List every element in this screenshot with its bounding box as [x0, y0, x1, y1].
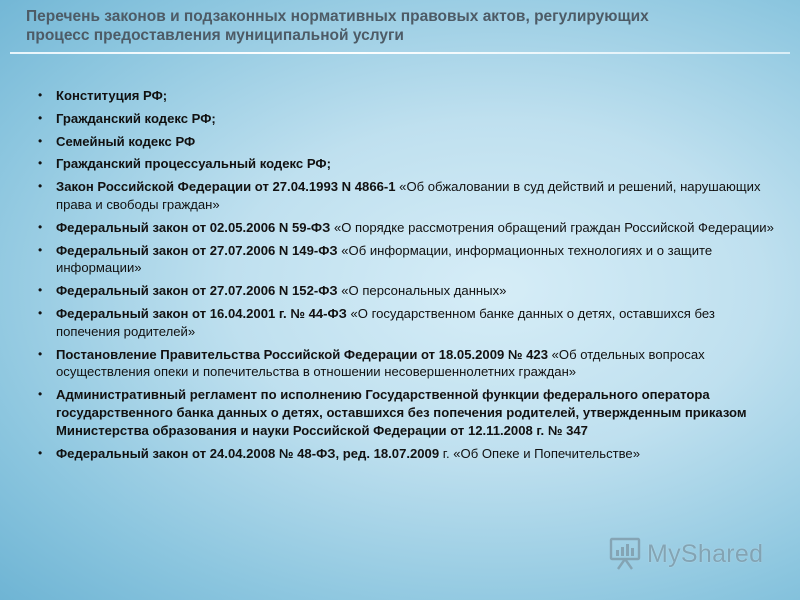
law-item-constitution [38, 87, 778, 105]
law-item-desc: «О государственном банке данных о детях, оставшихся без попечения родителей» [56, 305, 715, 339]
law-item-title: Федеральный закон от 27.07.2006 N 149-ФЗ [56, 242, 338, 258]
law-item-title: Семейный кодекс РФ [56, 133, 196, 149]
bullet-icon: • [38, 133, 43, 148]
title-line-1: Перечень законов и подзаконных нормативных правовых актов, регулирующих [26, 8, 649, 25]
law-item-civil-code [38, 110, 778, 128]
law-item-title: Постановление Правительства Российской Федерации от 18.05.2009 № 423 [56, 346, 548, 362]
law-item-title: Федеральный закон от 24.04.2008 № 48-ФЗ, ред. 18.07.2009 [56, 445, 440, 461]
watermark-text: MyShared [647, 540, 764, 568]
bullet-icon: • [38, 88, 43, 102]
bullet-icon: • [38, 110, 43, 125]
law-item-desc: «Об обжаловании в суд действий и решений, нарушающих права и свободы граждан» [56, 179, 761, 212]
law-item-admin-regulation [38, 386, 778, 439]
bullet-icon: • [38, 445, 43, 460]
law-item-title: Гражданский кодекс РФ; [56, 110, 216, 126]
law-item-title: Гражданский процессуальный кодекс РФ; [56, 156, 331, 172]
law-item-decree-423 [38, 346, 778, 382]
law-item-desc: «О персональных данных» [337, 283, 507, 299]
law-item-44-fz [38, 305, 778, 341]
law-item-59-fz [38, 219, 778, 237]
law-item-title: Федеральный закон от 16.04.2001 г. № 44-ФЗ [56, 305, 347, 321]
law-item-title: Конституция РФ; [56, 88, 168, 103]
law-item-48-fz [38, 445, 778, 463]
law-item-title: Федеральный закон от 02.05.2006 N 59-ФЗ [56, 219, 331, 235]
title-line-2: процесс предоставления муниципальной услуги [26, 27, 404, 44]
bullet-icon: • [38, 387, 43, 402]
law-item-civil-procedure-code [38, 155, 778, 173]
law-item-desc: «Об отдельных вопросах осуществления опеки и попечительства в отношении несовершеннолетних граждан» [56, 346, 705, 380]
law-item-title: Федеральный закон от 27.07.2006 N 152-ФЗ [56, 283, 338, 299]
title-divider [10, 52, 790, 54]
law-item-desc: «О порядке рассмотрения обращений граждан Российской Федерации» [330, 219, 774, 235]
bullet-icon: • [38, 242, 43, 257]
law-item-152-fz [38, 282, 778, 300]
law-item-desc: «Об информации, информационных технологиях и о защите информации» [56, 242, 713, 276]
slide-title [26, 7, 786, 45]
law-item-desc: г. «Об Опеке и Попечительстве» [439, 445, 640, 461]
law-item-title: Закон Российской Федерации от 27.04.1993 N 4866-1 [56, 179, 396, 195]
law-item-family-code [38, 133, 778, 151]
law-item-title: Административный регламент по исполнению Государственной функции федерального оператора государственного банка данных о детях, оставшихся без попечения родителей, утвержденным приказом Министерства образования и науки Российской Федерации от 12.11.2008 г. № 347 [56, 387, 747, 438]
law-item-149-fz [38, 242, 778, 278]
bullet-icon: • [38, 346, 43, 361]
bullet-icon: • [38, 156, 43, 171]
law-list [38, 87, 778, 467]
bullet-icon: • [38, 305, 43, 320]
law-item-4866-1 [38, 178, 778, 214]
myshared-watermark [606, 536, 766, 574]
bullet-icon: • [38, 179, 43, 194]
bullet-icon: • [38, 283, 43, 298]
bullet-icon: • [38, 219, 43, 234]
presentation-board-icon [606, 536, 644, 572]
